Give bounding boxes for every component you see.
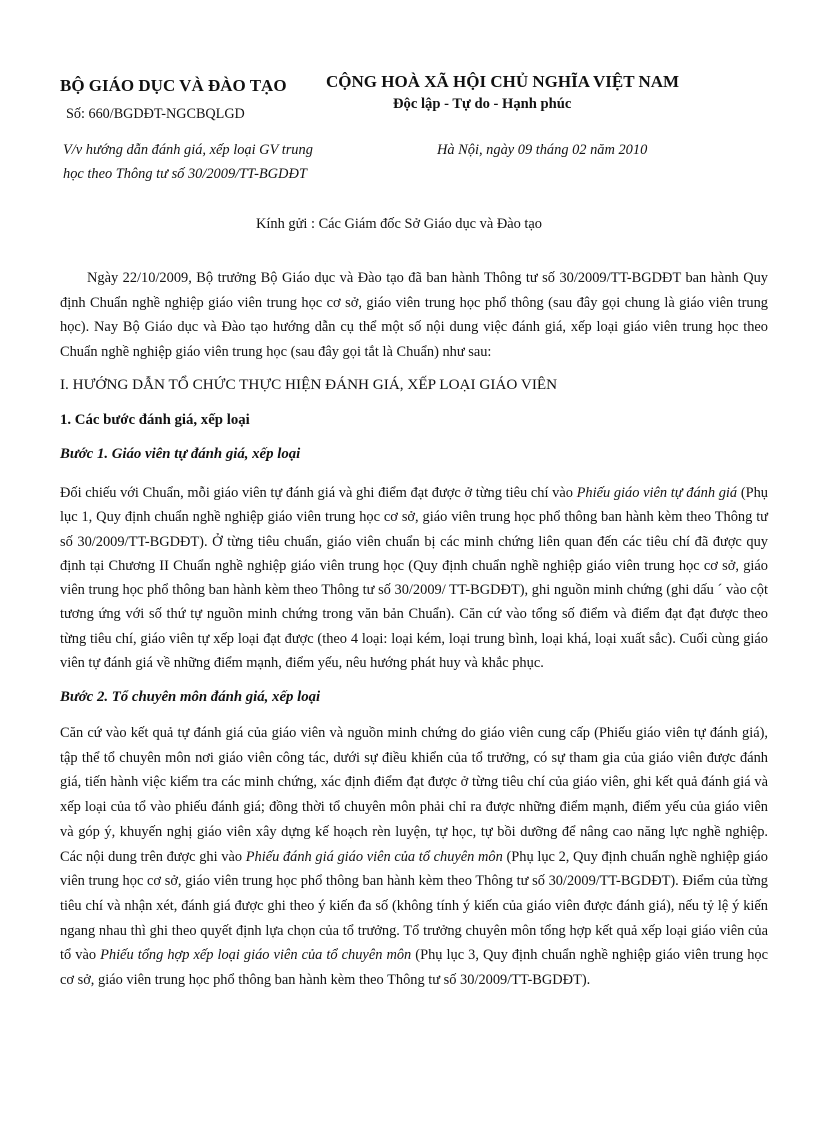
ministry-name: BỘ GIÁO DỤC VÀ ĐÀO TẠO — [60, 76, 287, 95]
step2-form-name: Phiếu đánh giá giáo viên của tổ chuyên môn — [245, 848, 503, 865]
section-title: I. HƯỚNG DẪN TỔ CHỨC THỰC HIỆN ĐÁNH GIÁ, XẾP LOẠI GIÁO VIÊN — [60, 376, 558, 393]
step2-text-c: (Phụ lục 3, Quy định chuẩn nghề nghiệp giáo viên trung học cơ sở, giáo viên trung học phổ thông ban hành kèm theo Thông tư số 30/2009/TT-BGDĐT). — [60, 947, 768, 989]
intro-paragraph — [60, 266, 768, 364]
step1-form-name: Phiếu giáo viên tự đánh giá — [576, 485, 738, 501]
step2-text-b: (Phụ lục 2, Quy định chuẩn nghề nghiệp giáo viên trung học cơ sở, giáo viên trung học phổ thông ban hành kèm theo Thông tư số 30/2009/TT-BGDĐT). Điểm của từng tiêu chí và nhận xét, đánh giá được ghi theo ý kiến đa số (không tính ý kiến của giáo viên được đánh giá), nếu tỷ lệ ý kiến ngang nhau thì ghi theo quyết định lựa chọn của tổ trưởng. Tổ trưởng chuyên môn tổng hợp kết quả xếp loại giáo viên của tổ vào — [60, 848, 768, 964]
step1-paragraph — [60, 481, 768, 675]
step1-text-b: (Phụ lục 1, Quy định chuẩn nghề nghiệp giáo viên trung học cơ sở, giáo viên trung học phổ thông ban hành kèm theo Thông tư số 30/2009/TT-BGDĐT). Ở từng tiêu chuẩn, giáo viên chuẩn bị các minh chứng liên quan đến các tiêu chí đã được quy định tại Chương II Chuẩn nghề nghiệp giáo viên trung học (Quy định chuẩn nghề nghiệp giáo viên trung học cơ sở, giáo viên trung học phổ thông ban hành kèm theo Thông tư số 30/2009/ TT-BGDĐT), ghi nguồn minh chứng (ghi dấu ´ vào cột tương ứng với số thứ tự nguồn minh chứng trong văn bản Chuẩn). Căn cứ vào tổng số điểm và điểm đạt đạt được theo từng tiêu chí, giáo viên tự xếp loại đạt được (theo 4 loại: loại kém, loại trung bình, loại khá, loại xuất sắc). Cuối cùng giáo viên tự đánh giá về những điểm mạnh, điểm yếu, nêu hướng phát huy và khắc phục. — [60, 485, 769, 672]
subject-line-2: học theo Thông tư số 30/2009/TT-BGDĐT — [63, 166, 307, 182]
recipient-line: Kính gửi : Các Giám đốc Sở Giáo dục và Đào tạo — [256, 216, 542, 232]
intro-text: Ngày 22/10/2009, Bộ trưởng Bộ Giáo dục và Đào tạo đã ban hành Thông tư số 30/2009/TT-BGDĐT ban hành Quy định Chuẩn nghề nghiệp giáo viên trung học cơ sở, giáo viên trung học phổ thông (sau đây gọi chung là giáo viên trung học). Nay Bộ Giáo dục và Đào tạo hướng dẫn cụ thể một số nội dung việc đánh giá, xếp loại giáo viên trung học theo Chuẩn nghề nghiệp giáo viên trung học (sau đây gọi tắt là Chuẩn) như sau: — [60, 270, 768, 360]
step1-text-a: Đối chiếu với Chuẩn, mỗi giáo viên tự đánh giá và ghi điểm đạt được ở từng tiêu chí vào — [60, 485, 577, 501]
step1-title: Bước 1. Giáo viên tự đánh giá, xếp loại — [60, 446, 301, 462]
step2-summary-form-name: Phiếu tổng hợp xếp loại giáo viên của tổ chuyên môn — [100, 947, 412, 964]
place-date: Hà Nội, ngày 09 tháng 02 năm 2010 — [437, 142, 648, 158]
step2-paragraph — [60, 721, 768, 993]
country-name: CỘNG HOÀ XÃ HỘI CHỦ NGHĨA VIỆT NAM — [326, 72, 680, 91]
step2-text-a: Căn cứ vào kết quả tự đánh giá của giáo viên và nguồn minh chứng do giáo viên cung cấp (Phiếu giáo viên tự đánh giá), tập thể tổ chuyên môn nơi giáo viên công tác, dưới sự điều khiển của tổ trưởng, có sự tham gia của giáo viên được đánh giá, tiến hành việc kiểm tra các minh chứng, xác định điểm đạt được ở từng tiêu chí của giáo viên, ghi kết quả đánh giá và xếp loại của tổ vào phiếu đánh giá; đồng thời tổ chuyên môn phải chỉ ra được những điểm mạnh, điểm yếu của giáo viên và góp ý, khuyến nghị giáo viên xây dựng kế hoạch rèn luyện, tự học, tự bồi dưỡng để nâng cao năng lực nghề nghiệp. Các nội dung trên được ghi vào — [60, 725, 768, 865]
subsection-title: 1. Các bước đánh giá, xếp loại — [60, 412, 250, 428]
subject-line-1: V/v hướng dẫn đánh giá, xếp loại GV trung — [63, 142, 313, 158]
document-number: Số: 660/BGDĐT-NGCBQLGD — [66, 106, 245, 122]
national-motto: Độc lập - Tự do - Hạnh phúc — [393, 96, 572, 112]
step2-title: Bước 2. Tổ chuyên môn đánh giá, xếp loại — [60, 689, 321, 705]
